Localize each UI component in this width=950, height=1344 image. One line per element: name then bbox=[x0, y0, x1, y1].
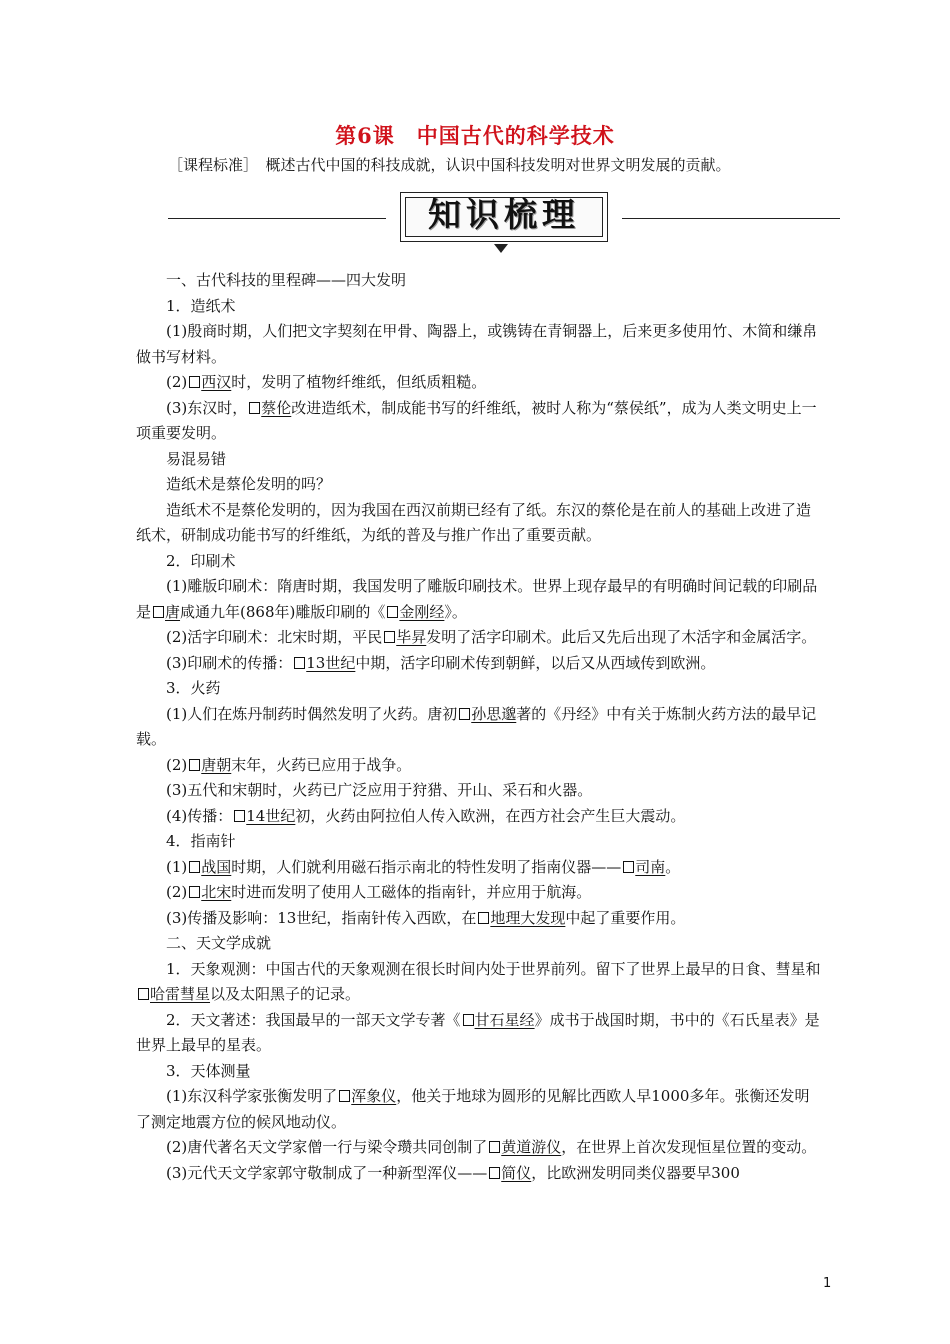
text-run: 一、古代科技的里程碑——四大发明 bbox=[166, 271, 407, 289]
paragraph bbox=[136, 880, 824, 906]
text-run: (3)东汉时， bbox=[166, 398, 248, 417]
answer-fill: 战国 bbox=[201, 857, 232, 876]
answer-fill: 金刚经 bbox=[399, 602, 445, 621]
blank-box-icon bbox=[339, 1090, 350, 1102]
answer-fill: 黄道游仪 bbox=[501, 1138, 562, 1156]
text-run: (3)传播及影响：13世纪，指南针传入西欧，在 bbox=[166, 908, 477, 927]
text-run: 2．印刷术 bbox=[166, 551, 236, 570]
text-run: (2) bbox=[166, 883, 188, 901]
paragraph bbox=[136, 447, 824, 473]
text-run: (2)活字印刷术：北宋时期，平民 bbox=[166, 628, 383, 646]
text-run: 3．天体测量 bbox=[166, 1061, 251, 1080]
answer-fill: 地理大发现 bbox=[490, 908, 566, 927]
banner-left-rule bbox=[168, 218, 386, 219]
paragraph bbox=[136, 549, 824, 575]
text-run: 3．火药 bbox=[166, 679, 221, 697]
text-run: 著的《丹经》中有关于炼制火药方法的最早记载。 bbox=[136, 704, 817, 748]
paragraph bbox=[136, 1135, 824, 1161]
blank-box-icon bbox=[189, 759, 200, 771]
text-run: 造纸术不是蔡伦发明的，因为我国在西汉前期已经有了纸。东汉的蔡伦是在前人的基础上改进了造纸术，研制成功能书写的纤维纸，为纸的普及与推广作出了重要贡献。 bbox=[136, 500, 812, 544]
paragraph bbox=[136, 625, 824, 651]
blank-box-icon bbox=[489, 1167, 500, 1179]
answer-fill: 毕昇 bbox=[396, 628, 427, 646]
answer-fill: 司南 bbox=[635, 857, 666, 876]
answer-fill: 14世纪 bbox=[246, 806, 296, 825]
blank-box-icon bbox=[249, 402, 260, 414]
paragraph bbox=[136, 268, 824, 294]
text-run: 初，火药由阿拉伯人传入欧洲，在西方社会产生巨大震动。 bbox=[295, 806, 686, 825]
answer-fill: 孙思邈 bbox=[471, 704, 517, 723]
paragraph bbox=[136, 498, 824, 549]
paragraph bbox=[136, 1161, 824, 1187]
paragraph bbox=[136, 1084, 824, 1135]
blank-box-icon bbox=[189, 861, 200, 873]
text-run: 2．天文著述：我国最早的一部天文学专著《 bbox=[166, 1010, 461, 1029]
answer-fill: 西汉 bbox=[201, 373, 232, 391]
text-run: 1．造纸术 bbox=[166, 296, 236, 315]
text-run: 中期，活字印刷术传到朝鲜，以后又从西域传到欧洲。 bbox=[355, 653, 716, 672]
section-banner bbox=[168, 192, 840, 254]
lesson-title: 第6课 中国古代的科学技术 bbox=[335, 123, 615, 148]
blank-box-icon bbox=[189, 886, 200, 898]
text-run: (3)五代和宋朝时，火药已广泛应用于狩猎、开山、采石和火器。 bbox=[166, 781, 593, 799]
blank-box-icon bbox=[623, 861, 634, 873]
text-run: (3)元代天文学家郭守敬制成了一种新型浑仪—— bbox=[166, 1163, 488, 1182]
paragraph bbox=[136, 702, 824, 753]
blank-box-icon bbox=[294, 657, 305, 669]
page-number: 1 bbox=[823, 1276, 832, 1291]
text-run: 咸通九年(868年)雕版印刷的《 bbox=[180, 602, 386, 621]
text-run: 时期，人们就利用磁石指示南北的特性发明了指南仪器—— bbox=[231, 857, 622, 876]
text-run: (1)殷商时期，人们把文字契刻在甲骨、陶器上，或镌铸在青铜器上，后来更多使用竹、木简和缣帛做书写材料。 bbox=[136, 322, 818, 366]
text-run: 以及太阳黑子的记录。 bbox=[210, 985, 361, 1003]
text-run: ，比欧洲发明同类仪器要早300 bbox=[531, 1163, 740, 1182]
paragraph bbox=[136, 778, 824, 804]
text-run: 时，发明了植物纤维纸，但纸质粗糙。 bbox=[231, 373, 487, 391]
blank-box-icon bbox=[459, 708, 470, 720]
paragraph bbox=[136, 829, 824, 855]
text-run: 易混易错 bbox=[166, 449, 227, 468]
text-run: 造纸术是蔡伦发明的吗？ bbox=[166, 475, 332, 493]
paragraph bbox=[136, 574, 824, 625]
blank-box-icon bbox=[478, 912, 489, 924]
text-run: 1．天象观测：中国古代的天象观测在很长时间内处于世界前列。留下了世界上最早的日食、彗星和 bbox=[166, 959, 821, 978]
paragraph bbox=[136, 753, 824, 779]
text-run: ，他关于地球为圆形的见解比西欧人早1000多年。张衡还发明了测定地震方位的候风地动仪。 bbox=[136, 1087, 810, 1131]
text-run: (3)印刷术的传播： bbox=[166, 653, 293, 672]
text-run: (4)传播： bbox=[166, 806, 233, 825]
paragraph bbox=[136, 370, 824, 396]
text-run: 》成书于战国时期，书中的《石氏星表》是世界上最早的星表。 bbox=[136, 1010, 820, 1054]
paragraph bbox=[136, 1059, 824, 1085]
text-run: 中起了重要作用。 bbox=[565, 908, 686, 927]
answer-fill: 唐 bbox=[165, 602, 181, 621]
blank-box-icon bbox=[387, 606, 398, 618]
banner-box bbox=[400, 192, 608, 242]
paragraph bbox=[136, 319, 824, 370]
text-run: 二、天文学成就 bbox=[166, 934, 272, 952]
text-run: (2)唐代著名天文学家僧一行与梁令瓒共同创制了 bbox=[166, 1138, 488, 1156]
paragraph bbox=[136, 906, 824, 932]
text-run: (2) bbox=[166, 373, 188, 391]
blank-box-icon bbox=[189, 376, 200, 388]
answer-fill: 简仪 bbox=[501, 1163, 532, 1182]
text-run: (1)东汉科学家张衡发明了 bbox=[166, 1087, 338, 1105]
answer-fill: 蔡伦 bbox=[261, 398, 292, 417]
text-run: (1) bbox=[166, 857, 188, 876]
answer-fill: 浑象仪 bbox=[351, 1087, 397, 1105]
text-run: 改进造纸术，制成能书写的纤维纸，被时人称为“蔡侯纸”，成为人类文明史上一项重要发明。 bbox=[136, 398, 817, 442]
banner-right-rule bbox=[622, 218, 840, 219]
paragraph bbox=[136, 957, 824, 1008]
text-run: ，在世界上首次发现恒星位置的变动。 bbox=[561, 1138, 817, 1156]
banner-label: 知识梳理 bbox=[428, 195, 580, 234]
text-run: (2) bbox=[166, 755, 188, 774]
answer-fill: 哈雷彗星 bbox=[150, 985, 211, 1003]
answer-fill: 北宋 bbox=[201, 883, 232, 901]
text-run: (1)人们在炼丹制药时偶然发明了火药。唐初 bbox=[166, 704, 458, 723]
text-run: 》。 bbox=[444, 602, 467, 621]
answer-fill: 唐朝 bbox=[201, 755, 232, 774]
text-run: 发明了活字印刷术。此后又先后出现了木活字和金属活字。 bbox=[426, 628, 817, 646]
paragraph bbox=[136, 855, 824, 881]
paragraph bbox=[136, 396, 824, 447]
text-run: 4．指南针 bbox=[166, 832, 236, 850]
blank-box-icon bbox=[153, 606, 164, 618]
curriculum-standard: ［课程标准］ 概述古代中国的科技成就，认识中国科技发明对世界文明发展的贡献。 bbox=[168, 156, 731, 174]
text-run: 末年，火药已应用于战争。 bbox=[231, 755, 412, 774]
paragraph bbox=[136, 472, 824, 498]
paragraph bbox=[136, 931, 824, 957]
banner-pointer-icon bbox=[494, 244, 508, 253]
content-body bbox=[136, 268, 824, 1186]
answer-fill: 13世纪 bbox=[306, 653, 356, 672]
text-run: 。 bbox=[665, 857, 681, 876]
answer-fill: 甘石星经 bbox=[474, 1010, 535, 1029]
blank-box-icon bbox=[138, 988, 149, 1000]
blank-box-icon bbox=[489, 1141, 500, 1153]
paragraph bbox=[136, 804, 824, 830]
blank-box-icon bbox=[234, 810, 245, 822]
paragraph bbox=[136, 1008, 824, 1059]
blank-box-icon bbox=[463, 1014, 474, 1026]
paragraph bbox=[136, 676, 824, 702]
paragraph bbox=[136, 294, 824, 320]
paragraph bbox=[136, 651, 824, 677]
text-run: (1)雕版印刷术：隋唐时期，我国发明了雕版印刷技术。世界上现存最早的有明确时间记载的印刷品是 bbox=[136, 577, 818, 621]
blank-box-icon bbox=[384, 631, 395, 643]
text-run: 时进而发明了使用人工磁体的指南针，并应用于航海。 bbox=[231, 883, 592, 901]
